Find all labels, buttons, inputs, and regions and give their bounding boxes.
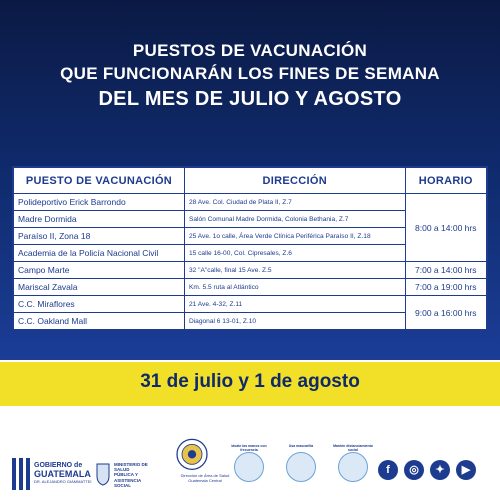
place-cell: Campo Marte <box>14 262 185 279</box>
place-cell: Madre Dormida <box>14 211 185 228</box>
place-cell: Academia de la Policía Nacional Civil <box>14 245 185 262</box>
table-header-row <box>14 168 487 194</box>
column-header-address: DIRECCIÓN <box>184 168 405 194</box>
ministerio-text: MINISTERIO DE SALUD PÚBLICA Y ASISTENCIA SOCIAL <box>114 462 148 488</box>
gobierno-logo <box>12 458 92 490</box>
gobierno-line-2: GUATEMALA <box>34 469 91 479</box>
hours-cell: 7:00 a 19:00 hrs <box>405 279 486 296</box>
prevention-mask <box>286 444 316 482</box>
column-header-place: PUESTO DE VACUNACIÓN <box>14 168 185 194</box>
shield-icon <box>96 462 110 486</box>
youtube-icon[interactable]: ▶ <box>456 460 476 480</box>
distance-icon <box>338 452 368 482</box>
prevention-handwash <box>231 444 267 482</box>
seal-icon <box>168 436 216 476</box>
prevention-distance <box>333 444 373 482</box>
table-row <box>14 194 487 211</box>
address-cell: Km. 5.5 ruta al Atlántico <box>184 279 405 296</box>
handwash-icon <box>234 452 264 482</box>
das-seal <box>168 436 216 494</box>
address-cell: 21 Ave. 4-32, Z.11 <box>184 296 405 313</box>
place-cell: C.C. Miraflores <box>14 296 185 313</box>
address-cell: 32 "A"calle, final 15 Ave. Z.5 <box>184 262 405 279</box>
title-line-1: PUESTOS DE VACUNACIÓN <box>132 41 368 60</box>
address-cell: Salón Comunal Madre Dormida, Colonia Bethania, Z.7 <box>184 211 405 228</box>
instagram-icon[interactable]: ◎ <box>404 460 424 480</box>
footer <box>0 430 500 500</box>
place-cell: Polideportivo Erick Barrondo <box>14 194 185 211</box>
gobierno-line-1: GOBIERNO de <box>34 462 83 469</box>
address-cell: 25 Ave. 1o calle, Área Verde Clínica Periférica Paraíso II, Z.18 <box>184 228 405 245</box>
hours-cell: 8:00 a 14:00 hrs <box>405 194 486 262</box>
title-line-2: QUE FUNCIONARÁN LOS FINES DE SEMANA <box>60 64 440 83</box>
table-row <box>14 296 487 313</box>
date-banner <box>0 362 500 406</box>
twitter-icon[interactable]: ✦ <box>430 460 450 480</box>
hours-cell: 7:00 a 14:00 hrs <box>405 262 486 279</box>
gobierno-line-3: DR. ALEJANDRO GIAMMATTEI <box>34 479 92 484</box>
table-row <box>14 279 487 296</box>
place-cell: C.C. Oakland Mall <box>14 313 185 330</box>
address-cell: 28 Ave. Col. Ciudad de Plata II, Z.7 <box>184 194 405 211</box>
gobierno-stripes-icon <box>12 458 30 490</box>
address-cell: 15 calle 16-00, Col. Cipresales, Z.6 <box>184 245 405 262</box>
place-cell: Paraíso II, Zona 18 <box>14 228 185 245</box>
address-cell: Diagonal 6 13-01, Z.10 <box>184 313 405 330</box>
table-row <box>14 262 487 279</box>
place-cell: Mariscal Zavala <box>14 279 185 296</box>
column-header-hours: HORARIO <box>405 168 486 194</box>
prevention-caption: lávate las manos con frecuencia <box>231 444 267 452</box>
page-title <box>0 40 500 112</box>
title-line-3: DEL MES DE JULIO Y AGOSTO <box>98 88 402 110</box>
mask-icon <box>286 452 316 482</box>
hours-cell: 9:00 a 16:00 hrs <box>405 296 486 330</box>
facebook-icon[interactable]: f <box>378 460 398 480</box>
date-text: 31 de julio y 1 de agosto <box>140 371 360 392</box>
ministerio-logo <box>96 460 148 488</box>
prevention-caption: Mantén distanciamiento social <box>333 444 373 452</box>
das-text: Dirección de Área de Salud Guatemala Central <box>180 473 230 483</box>
prevention-caption: Usa mascarilla <box>288 444 314 448</box>
vaccination-table <box>12 166 488 330</box>
